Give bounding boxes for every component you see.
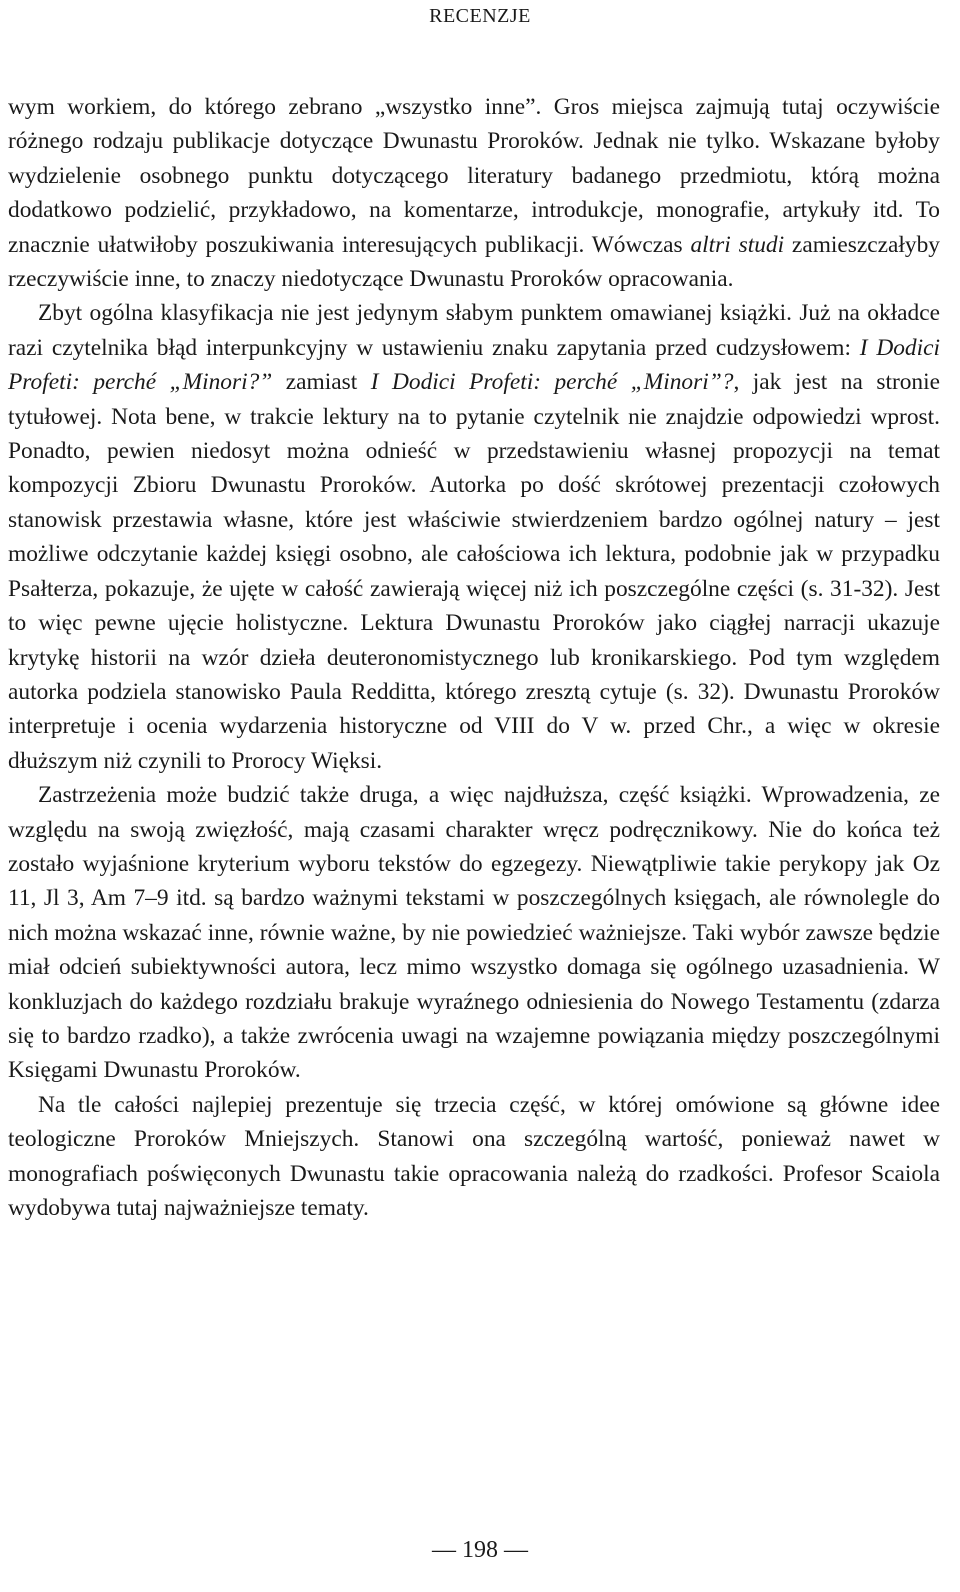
page-number: — 198 — <box>432 1537 528 1563</box>
paragraph-4 <box>8 1088 940 1226</box>
text-segment: Zbyt ogólna klasyfikacja nie jest jedynym słabym punktem omawianej książki. Już na okładce razi czytelnika błąd interpunkcyjny w ustawieniu znaku zapytania przed cudzysłowem: <box>8 300 940 361</box>
paragraph-1 <box>8 90 940 296</box>
body-text <box>8 90 940 1225</box>
text-segment: Zastrzeżenia może budzić także druga, a więc najdłuższa, część książki. Wprowadzenia, ze względu na swoją zwięzłość, mają czasami charakter wręcz podręcznikowy. Nie do końca też zostało wyjaśnione kryterium wyboru tekstów do egzegezy. Niewątpliwie takie perykopy jak Oz 11, Jl 3, Am 7–9 itd. są bardzo ważnymi tekstami w poszczególnych księgach, ale równolegle do nich można wskazać inne, równie ważne, by nie powiedzieć ważniejsze. Taki wybór zawsze będzie miał odcień subiektywności autora, lecz mimo wszystko domaga się ogólnego uzasadnienia. W konkluzjach do każdego rozdziału brakuje wyraźnego odniesienia do Nowego Testamentu (zdarza się to bardzo rzadko), a także zwrócenia uwagi na wzajemne powiązania między poszczególnymi Księgami Dwunastu Proroków. <box>8 782 940 1084</box>
text-segment: , jak jest na stronie tytułowej. Nota bene, w trakcie lektury na to pytanie czytelnik nie znajdzie odpowiedzi wprost. Ponadto, pewien niedosyt można odnieść w przedstawieniu własnej propozycji na temat kompozycji Zbioru Dwunastu Proroków. Autorka po dość skrótowej prezentacji czołowych stanowisk przestawia własne, które jest właściwie stwierdzeniem bardzo ogólnej natury – jest możliwe odczytanie każdej księgi osobno, ale całościowa ich lektura, podobnie jak w przypadku Psałterza, pokazuje, że ujęte w całość zawierają więcej niż ich poszczególne części (s. 31-32). Jest to więc pewne ujęcie holistyczne. Lektura Dwunastu Proroków jako ciągłej narracji ukazuje krytykę historii na wzór dzieła deuteronomistycznego lub kronikarskiego. Pod tym względem autorka podziela stanowisko Paula Redditta, którego zresztą cytuje (s. 32). Dwunastu Proroków interpretuje i ocenia wydarzenia historyczne od VIII do V w. przed Chr., a więc w okresie dłuższym niż czynili to Prorocy Więksi. <box>8 369 940 774</box>
text-segment: Na tle całości najlepiej prezentuje się trzecia część, w której omówione są główne idee teologiczne Proroków Mniejszych. Stanowi ona szczególną wartość, ponieważ nawet w monografiach poświęconych Dwunastu takie opracowania należą do rzadkości. Profesor Scaiola wydobywa tutaj najważniejsze tematy. <box>8 1091 940 1221</box>
running-header: RECENZJE <box>429 5 531 27</box>
italic-title: I Dodici Profeti: perché „Minori”? <box>370 369 734 396</box>
paragraph-3 <box>8 778 940 1088</box>
italic-title: I Dodici Profeti: perché „Minori?” <box>8 334 940 396</box>
text-segment: zamiast <box>272 369 371 396</box>
italic-term: altri studi <box>690 231 785 258</box>
text-segment: wym workiem, do którego zebrano „wszystko inne”. Gros miejsca zajmują tutaj oczywiście różnego rodzaju publikacje dotyczące Dwunastu Proroków. Jednak nie tylko. Wskazane byłoby wydzielenie osobnego punktu dotyczącego literatury badanego przedmiotu, którą można dodatkowo podzielić, przykładowo, na komentarze, introdukcje, monografie, artykuły itd. To znacznie ułatwiłoby poszukiwania interesujących publikacji. Wówczas <box>8 94 940 258</box>
paragraph-2 <box>8 296 940 778</box>
text-segment: zamieszczałyby rzeczywiście inne, to znaczy niedotyczące Dwunastu Proroków opracowania. <box>8 231 940 293</box>
